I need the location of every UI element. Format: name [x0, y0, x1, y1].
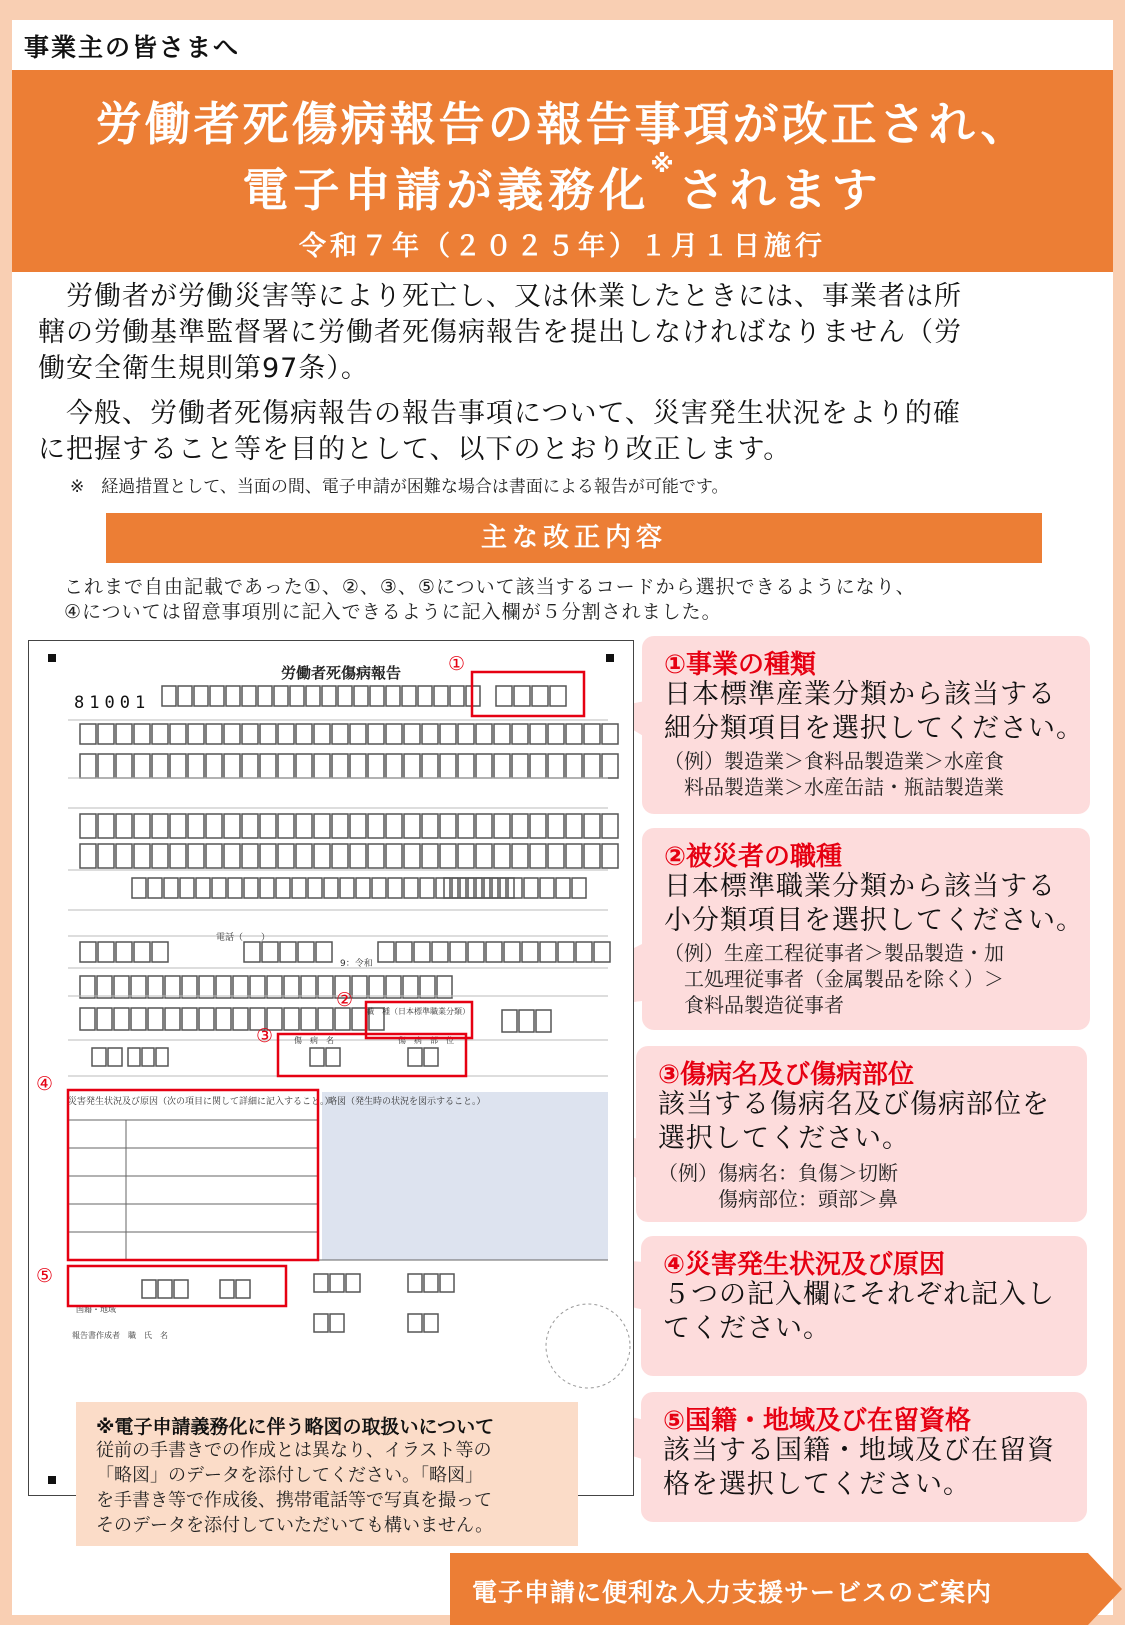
input-support-link-label: 電子申請に便利な入力支援サービスのご案内 — [472, 1578, 993, 1607]
note-mark: ※ — [650, 150, 679, 178]
report-form-sample — [28, 640, 634, 1496]
svg-text:傷 病 名: 傷 病 名 — [294, 1036, 334, 1045]
intro-paragraph-1: 労働者が労働災害等により死亡し、又は休業したときには、事業者は所 轄の労働基準監督署に労働者死傷病報告を提出しなければなりません（労 働安全衛生規則第97条）。 — [38, 281, 962, 384]
svg-text:③: ③ — [256, 1025, 274, 1047]
form-drawing — [28, 640, 634, 1496]
svg-text:⑤: ⑤ — [36, 1265, 54, 1287]
form-title: 労働者死傷病報告 — [281, 664, 402, 682]
effective-date: 令和７年（２０２５年）１月１日施行 — [299, 231, 826, 262]
callout-title: ①事業の種類 — [664, 650, 817, 680]
callout-situation: ④災害発生状況及び原因 ５つの記入欄にそれぞれ記入し てください。 — [641, 1236, 1087, 1376]
svg-text:傷 病 部 位: 傷 病 部 位 — [398, 1036, 454, 1045]
svg-text:9：令和: 9：令和 — [340, 959, 373, 969]
form-code: 81001 — [74, 693, 151, 713]
svg-text:②: ② — [336, 989, 354, 1011]
callout-title: ④災害発生状況及び原因 — [663, 1250, 946, 1280]
intro-paragraph-2: 今般、労働者死傷病報告の報告事項について、災害発生状況をより的確 に把握すること等を目的として、以下のとおり改正します。 — [38, 398, 961, 465]
svg-text:④: ④ — [36, 1073, 54, 1095]
callout-nationality: ⑤国籍・地域及び在留資格 該当する国籍・地域及び在留資 格を選択してください。 — [641, 1392, 1087, 1522]
sketch-note — [76, 1402, 578, 1546]
sketch-note-body: 従前の手書きでの作成とは異なり、イラスト等の 「略図」のデータを添付してください。「略図」 を手書き等で作成後、携帯電話等で写真を撮って そのデータを添付していただいても構いません。 — [96, 1440, 494, 1536]
svg-text:①: ① — [448, 653, 466, 675]
svg-text:災害発生状況及び原因（次の項目に関して詳細に記入すること。）: 災害発生状況及び原因（次の項目に関して詳細に記入すること。） — [68, 1097, 334, 1107]
callout-business-type: ①事業の種類 日本標準産業分類から該当する 細分類項目を選択してください。 （例）製造業＞食料品製造業＞水産食 料品製造業＞水産缶詰・瓶詰製造業 — [642, 636, 1090, 814]
svg-text:略図（発生時の状況を図示すること。）: 略図（発生時の状況を図示すること。） — [328, 1097, 486, 1107]
input-support-link[interactable] — [450, 1553, 1122, 1625]
section-title: 主な改正内容 — [106, 513, 1042, 563]
svg-text:報告書作成者 職 氏 名: 報告書作成者 職 氏 名 — [72, 1331, 168, 1340]
audience-label: 事業主の皆さまへ — [24, 33, 241, 62]
callout-title: ⑤国籍・地域及び在留資格 — [663, 1406, 972, 1436]
title-line-1: 労働者死傷病報告の報告事項が改正され、 — [95, 97, 1030, 151]
callout-title: ②被災者の職種 — [664, 842, 843, 872]
section-intro: これまで自由記載であった①、②、③、⑤について該当するコードから選択できるようになり、 ④については留意事項別に記入できるように記入欄が５分割されました。 — [64, 576, 916, 623]
callout-occupation: ②被災者の職種 日本標準職業分類から該当する 小分類項目を選択してください。 （例）生産工程従事者＞製品製造・加 工処理従事者（金属製品を除く）＞ 食料品製造従事者 — [642, 828, 1090, 1030]
sketch-note-title: ※電子申請義務化に伴う略図の取扱いについて — [96, 1416, 495, 1438]
callout-title: ③傷病名及び傷病部位 — [658, 1060, 915, 1090]
svg-text:国籍・地域: 国籍・地域 — [76, 1305, 116, 1314]
svg-text:職 種（日本標準職業分類）: 職 種（日本標準職業分類） — [366, 1007, 470, 1016]
transitional-note: ※ 経過措置として、当面の間、電子申請が困難な場合は書面による報告が可能です。 — [70, 477, 729, 497]
svg-text:電話（ ）: 電話（ ） — [216, 933, 271, 943]
title-line-2: 電子申請が義務化※されます — [242, 150, 883, 217]
callout-injury: ③傷病名及び傷病部位 該当する傷病名及び傷病部位を 選択してください。 （例）傷病名：負傷＞切断 傷病部位：頭部＞鼻 — [636, 1046, 1087, 1222]
